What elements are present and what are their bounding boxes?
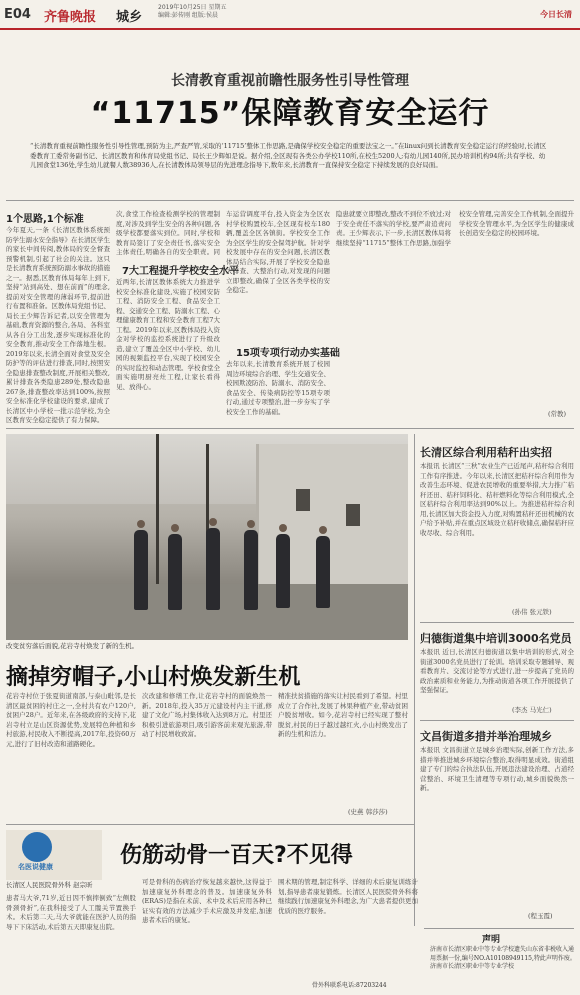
photo-person-head [137,520,145,528]
article3-column-2: 可是骨科的伤病治疗恢复越来越快,这得益于加速康复外科理念的普及。加速康复外科(ERAS)是指在术前、术中及术后应用各种已证实有效的方法减少手术应激及并发症,加速患者术后的康复。 [142,878,272,924]
divider [6,824,414,825]
subheading-1: 1个思路,1个标准 [6,214,84,225]
photo-window [296,489,310,511]
edition-info [158,4,226,20]
sidebar-credit-2: (李杰 马光仁) [512,706,552,714]
section-tag: 今日长清 [540,10,572,19]
department-phone: 骨外科联系电话:87203244 [312,982,387,989]
photo-person [134,530,148,610]
section-name: 城乡 [116,10,143,25]
subheading-3: 15项专项行动办实基础 [236,348,340,359]
article-column-3a: 车运营调度平台,投入资金为全区农村学校购置校车,全区现有校车180辆,覆盖全区各镇街。学校安全工作为全区学生的安全保驾护航。针对学校发展中存在的安全问题,长清区教体局结合实际,开展了学校安全隐患大排查、大整治行动,对发现的问题立即整改,确保了全区各类学校的安全稳定。 [226,210,330,294]
photo-person-head [319,526,327,534]
article3-headline: 伤筋动骨一百天?不见得 [120,843,353,868]
photo-person [244,530,258,610]
sidebar-title-3: 文昌街道多措并举治理城乡 [420,730,552,743]
sidebar-title-2: 归德街道集中培训3000名党员 [420,632,572,645]
health-logo-text: 名医说健康 [18,863,53,871]
article2-column-3: 精准扶贫措施的落实让村民看到了希望。村里成立了合作社,发展了林果种植产业,带动贫困户脱贫增收。如今,花岩寺村已经实现了整村脱贫,村民的日子越过越红火,小山村焕发出了新的生机和活力。 [278,692,408,738]
article-column-2b: 近两年,长清区教体系统大力推进学校安全标准化建设,实施了校园安防工程、消防安全工程、食品安全工程、交通安全工程、防溺水工程、心理健康教育工程和安全教育工程7大工程。2019年以来,区教体局投入资金对学校的监控系统进行了升级改造,建立了覆盖全区中小学校、幼儿园的视频监控平台,实现了校园安全的实时监控和动态管理。学校食堂全面实施明厨亮灶工程,让家长看得见、放得心。 [116,278,220,391]
divider [424,928,574,929]
edition-editors: 编辑:彭传刚 组版:侯晨 [158,12,218,19]
article-column-1: 今年夏天,一条《长清区教体系统预防学生溺水安全指导》在长清区学生的家长中间传阅,教体局的安全督查预警机制,引起了社会的关注。这只是长清教育系统预防溺水事故的措施之一。据悉,区教育体局每年上到下,坚持“站到高处、想在前面”的理念,提前对安全管理的薄弱环节,提前进行布置和准备。区教体局党组书记、局长王少辉告诉记者,以安全管理为基础,教育资源的整合,各局、各科室从各自分工出发,逐步实现标准化的安全教育,推动安全工作落地生根。2019年以来,长清全面对食堂及安全防护等的评估进行排查,同时,按照安全隐患排查整改制度,开展相关整改,累计排查各类隐患289处,整改隐患267条,排查整改率达到100%,按照安全标准化学校建设的要求,建成了长清区中小学校一批示范学校,为全区教育安全稳定提供了有力保障。 [6,226,110,424]
news-photo [6,434,408,640]
photo-person [276,534,290,608]
health-logo-icon [22,832,52,862]
sidebar-text-2: 本报讯 近日,长清区归德街道以集中培训的形式,对全街道3000名党员进行了轮训。培训采取专题辅导、观看教育片、交流讨论等方式进行,进一步提高了党员的政治素质和业务能力,为推动街道各项工作开展提供了坚强保证。 [420,648,574,694]
notice-text: 济南市长清区职业中等专业学校遗失山东省非税收入通用票据一份,编号NO.A10108949115,特此声明作废。济南市长清区职业中等专业学校 [430,946,576,970]
article-column-2a: 次,食堂工作检查检测学校的管理制度,对涉及到学生安全的各种问题,各级学校都要落实到位。同时,学校和教育局签订了安全责任书,落实安全主体责任,明确各自的安全职责。同 [116,210,220,256]
article3-column-3: 围术期的管理,制定科学、详细的术后康复训练计划,指导患者康复锻炼。长清区人民医院骨外科将继续践行加速康复外科理念,为广大患者提供更加优质的医疗服务。 [278,878,418,915]
photo-person [168,534,182,610]
photo-person-head [171,524,179,532]
article-headline: “11715”保障教育安全运行 [90,96,490,131]
article-column-4: 隐患就要立即整改,整改不到位不放过;对于安全责任不落实的学校,要严肃追责问责。王少辉表示,下一步,长清区教体局将继续坚持“11715”整体工作思路,加强学校安全管理,完善安全工作机制,全面提升学校安全管理水平,为全区学生的健康成长创造安全稳定的校园环境。 [336,210,574,247]
article2-credit: (史燕 韩莎莎) [348,808,388,816]
photo-window [346,504,360,526]
photo-person-head [247,520,255,528]
column-divider [414,434,415,926]
sidebar-credit-3: (程玉霞) [528,912,553,920]
sidebar-credit-1: (孙伟 张元铁) [512,608,552,616]
photo-person [316,536,330,608]
article-lead: “长清教育重视前瞻性服务性引导性管理,预防为主,严查严管,采取的‘11715’整体工作思路,是确保学校安全稳定的重要法宝之一。”在linux问到长清教育安全稳定运行的经验时,长清区委教育工委常务副书记、长清区教育和体育局党组书记、局长王少辉如是说。据介绍,全区现有各类公办学校110所,在校生5200人;有幼儿园140所,民办培训机构94所;共有学校、幼儿园食堂136处,学生幼儿就餐人数38936人,在长清教体局领导层的先进理念指导下,数年来,长清教育一直保持安全稳定下持续发展的良好局面。 [30,142,547,169]
divider [420,720,574,721]
article-credit: (常教) [548,410,567,418]
divider [6,428,574,429]
divider [6,200,574,201]
page-number: E04 [4,7,31,22]
article2-column-1: 花岩寺村位于张夏街道南部,与泰山毗邻,是长清区最贫困的村庄之一,全村共有农户120户,贫困户28户。近年来,在各级政府的支持下,花岩寺村立足山区资源优势,发展特色种植和乡村旅游,村民收入不断提高,2017年,投资60万元,进行了旧村改造和道路硬化。 [6,692,136,748]
notice-title: 声明 [482,935,501,945]
subheading-2: 7大工程提升学校安全水平 [122,266,239,277]
photo-tree [156,434,159,584]
photo-person [206,528,220,610]
newspaper-logo: 齐鲁晚报 [44,10,97,25]
edition-date: 2019年10月25日 星期五 [158,4,227,11]
photo-person-head [279,524,287,532]
article-column-3b: 去年以来,长清教育系统开展了校园周边环境综合治理、学生交通安全、校园欺凌防治、防溺水、消防安全、食品安全、传染病防控等15项专项行动,通过专项整治,进一步夯实了学校安全工作的基础。 [226,360,330,416]
sidebar-title-1: 长清区综合利用秸秆出实招 [420,446,552,459]
health-column-logo [6,830,102,880]
article-kicker: 长清教育重视前瞻性服务性引导性管理 [171,73,409,89]
article3-column-1: 患者马大爷,71岁,近日因不慎摔倒致“左侧股骨颈骨折”,在我科接受了人工髋关节置换手术。术后第二天,马大爷就能在医护人员的指导下下床活动,术后第五天即康复出院。 [6,894,136,931]
divider [420,622,574,623]
masthead [0,0,580,30]
article3-byline: 长清区人民医院骨外科 赵宗昕 [6,881,93,889]
sidebar-text-3: 本报讯 文昌街道立足城乡治理实际,创新工作方法,多措并举推进城乡环境综合整治,取得明显成效。街道组建了专门的综合执法队伍,开展违法建设治理、占道经营整治、环境卫生清理等专项行动,城乡面貌焕然一新。 [420,746,574,792]
sidebar-text-1: 本报讯 长清区“三秋”农业生产已近尾声,秸秆综合利用工作有序推进。今年以来,长清区把秸秆综合利用作为改善生态环境、促进农民增收的重要举措,大力推广秸秆还田、秸秆饲料化、秸秆燃料化等综合利用模式,全区秸秆综合利用率达到90%以上。为推进秸秆综合利用,长清区加大资金投入力度,对购置秸秆还田机械的农户给予补贴,并在重点区域设立秸秆收储点,确保秸秆应收尽收、综合利用。 [420,462,574,537]
photo-caption: 改变贫穷落后面貌,花岩寺村焕发了新的生机。 [6,642,139,650]
photo-person-head [209,518,217,526]
article2-headline: 摘掉穷帽子,小山村焕发新生机 [6,665,301,690]
article2-column-2: 次改建和修缮工作,让花岩寺村的面貌焕然一新。2018年,投入35万元建设村内主干道,修建了文化广场,村集体收入达到8万元。村里还积极引进旅游项目,吸引游客前来观光旅游,带动了村民增收致富。 [142,692,272,738]
